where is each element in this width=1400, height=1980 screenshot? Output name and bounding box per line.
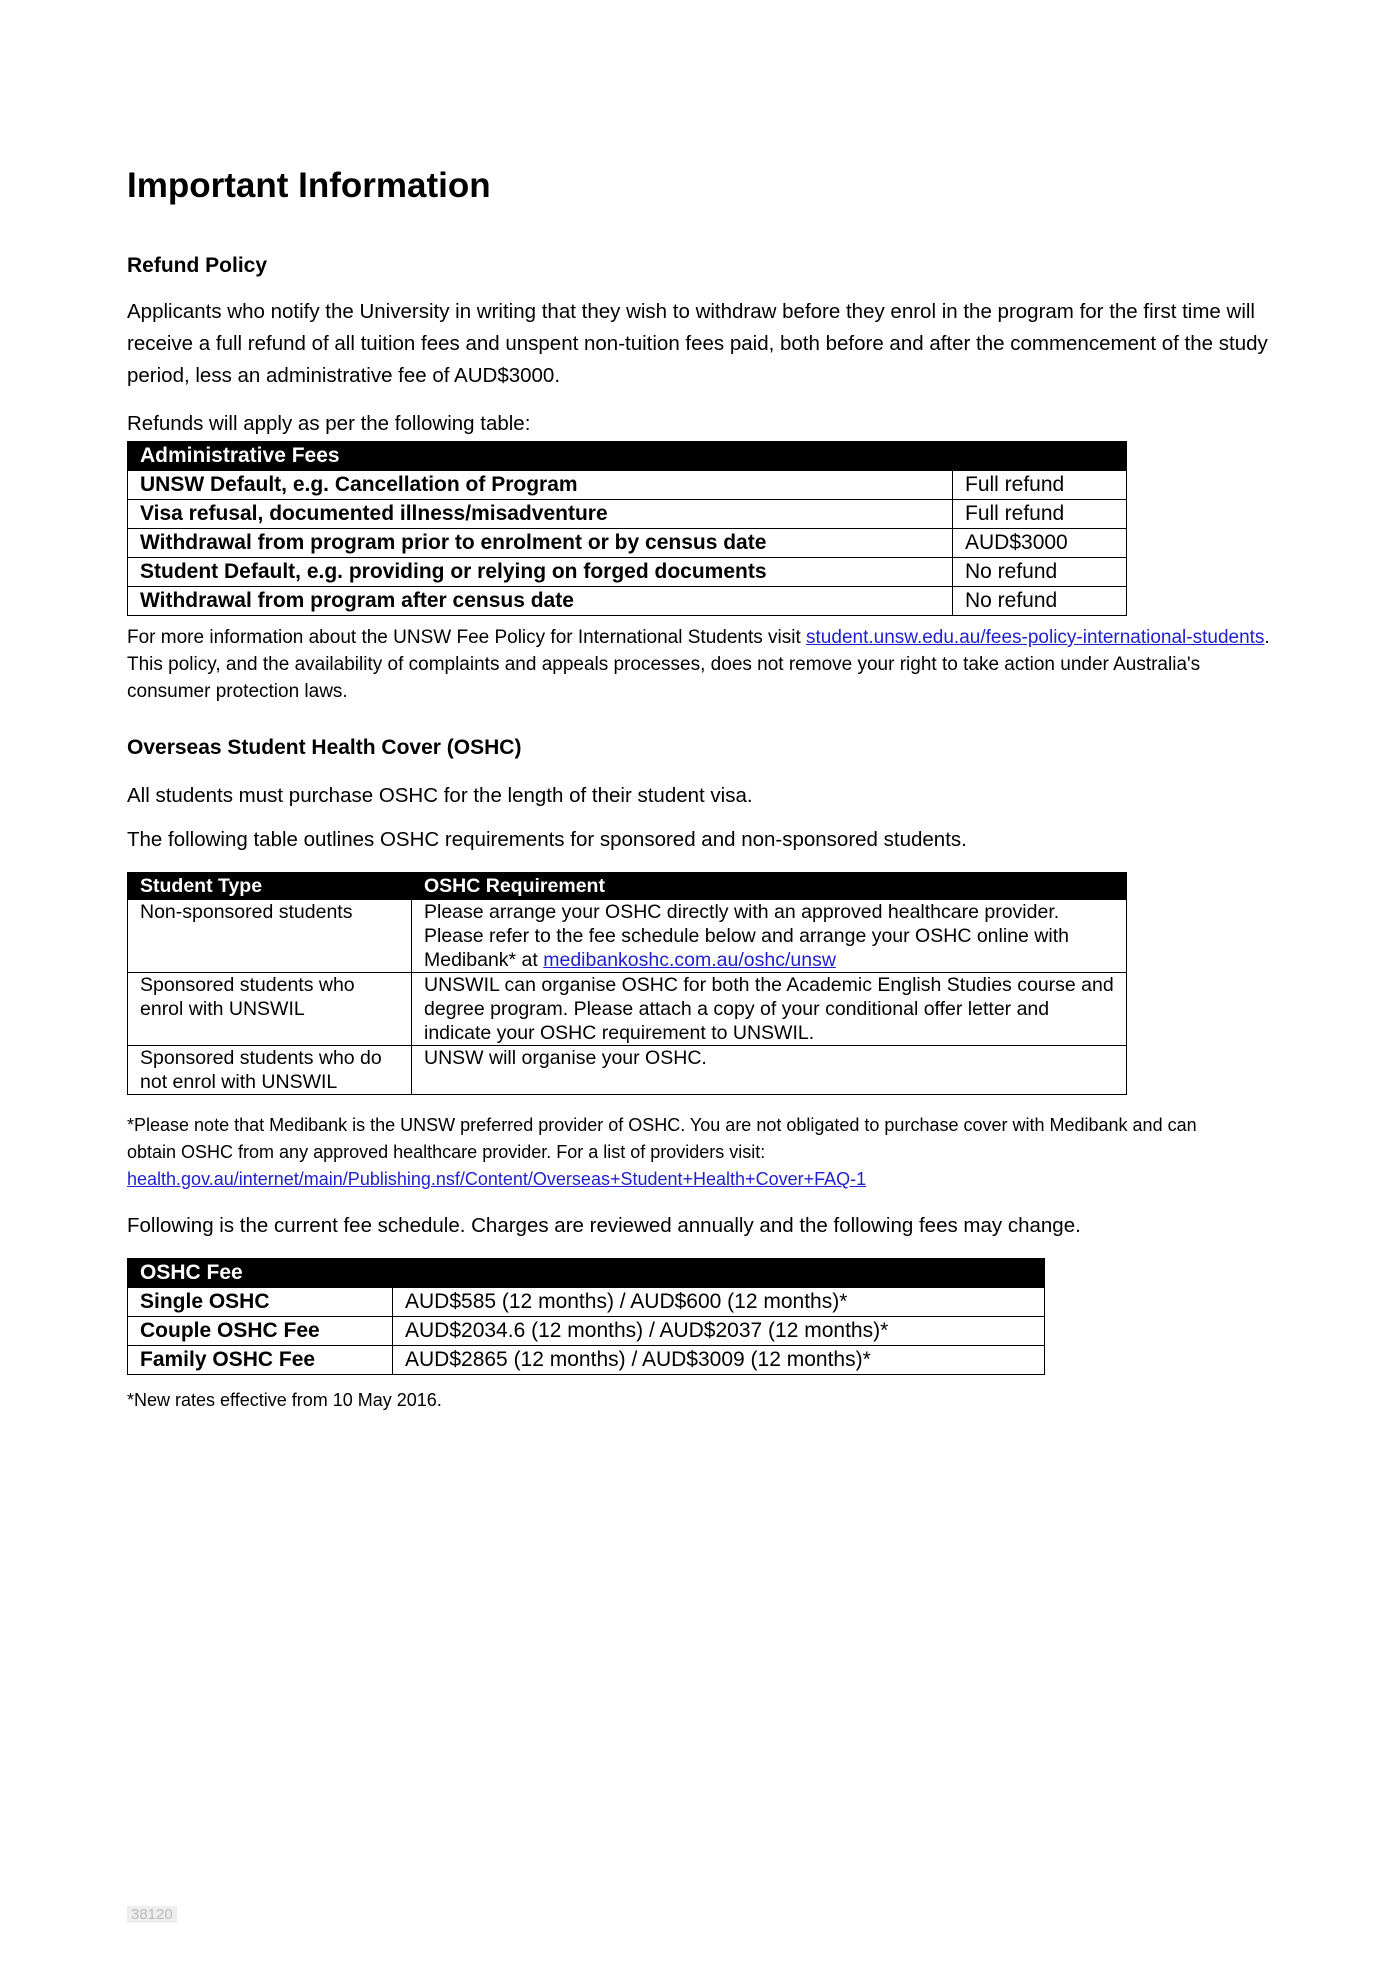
fee-policy-text-pre: For more information about the UNSW Fee Policy for International Students visit xyxy=(127,627,807,648)
student-type: Sponsored students who do not enrol with UNSWIL xyxy=(128,1046,412,1095)
oshc-fee-table xyxy=(127,1258,1045,1375)
document-id: 38120 xyxy=(127,1906,177,1923)
refund-amount: No refund xyxy=(953,558,1127,587)
fee-value: AUD$585 (12 months) / AUD$600 (12 months)* xyxy=(393,1288,1045,1317)
refund-table-intro: Refunds will apply as per the following table: xyxy=(127,412,531,435)
oshc-paragraph-1: All students must purchase OSHC for the length of their student visa. xyxy=(127,784,753,807)
refund-case: Visa refusal, documented illness/misadventure xyxy=(128,500,953,529)
table-row xyxy=(128,1288,1045,1317)
oshc-requirement: UNSWIL can organise OSHC for both the Academic English Studies course and degree program. Please attach a copy of your conditional offer letter and indicate your OSHC requirement to UNSWIL. xyxy=(412,973,1127,1046)
refund-amount: AUD$3000 xyxy=(953,529,1127,558)
fee-policy-info xyxy=(127,624,1277,705)
fee-name: Family OSHC Fee xyxy=(128,1346,393,1375)
refund-paragraph: Applicants who notify the University in writing that they wish to withdraw before they enrol in the program for the first time will receive a full refund of all tuition fees and unspent non-tuition fees paid, both before and after the commencement of the study period, less an administrative fee of AUD$3000. xyxy=(127,300,1268,387)
table-row xyxy=(128,973,1127,1046)
medibank-link[interactable]: medibankoshc.com.au/oshc/unsw xyxy=(543,949,836,971)
table-row xyxy=(128,1317,1045,1346)
fee-schedule-intro: Following is the current fee schedule. Charges are reviewed annually and the following fees may change. xyxy=(127,1214,1081,1237)
refund-policy-heading: Refund Policy xyxy=(127,254,268,277)
student-type-header: Student Type xyxy=(128,873,412,900)
refund-amount: Full refund xyxy=(953,471,1127,500)
oshc-requirements-table xyxy=(127,872,1127,1095)
refund-case: Student Default, e.g. providing or relying on forged documents xyxy=(128,558,953,587)
medibank-note xyxy=(127,1112,1227,1193)
table-header-row xyxy=(128,442,1127,471)
refund-case: Withdrawal from program after census date xyxy=(128,587,953,616)
refund-case: Withdrawal from program prior to enrolment or by census date xyxy=(128,529,953,558)
fee-value: AUD$2034.6 (12 months) / AUD$2037 (12 months)* xyxy=(393,1317,1045,1346)
oshc-paragraph-2: The following table outlines OSHC requirements for sponsored and non-sponsored students. xyxy=(127,828,967,851)
administrative-fees-header: Administrative Fees xyxy=(128,442,1127,471)
oshc-fee-header: OSHC Fee xyxy=(128,1259,1045,1288)
oshc-requirement: UNSW will organise your OSHC. xyxy=(412,1046,1127,1095)
fee-policy-link[interactable]: student.unsw.edu.au/fees-policy-international-students xyxy=(806,627,1265,648)
medibank-note-text: *Please note that Medibank is the UNSW preferred provider of OSHC. You are not obligated to purchase cover with Medibank and can obtain OSHC from any approved healthcare provider. For a list of providers visit: xyxy=(127,1115,1197,1162)
page-title: Important Information xyxy=(127,166,491,205)
table-row xyxy=(128,1046,1127,1095)
fee-name: Couple OSHC Fee xyxy=(128,1317,393,1346)
table-row xyxy=(128,558,1127,587)
administrative-fees-table xyxy=(127,441,1127,616)
requirement-text: Please arrange your OSHC directly with an approved healthcare provider. Please refer to the fee schedule below and arrange your OSHC online with Medibank* at xyxy=(424,901,1069,971)
table-row xyxy=(128,900,1127,973)
table-header-row xyxy=(128,873,1127,900)
refund-case: UNSW Default, e.g. Cancellation of Program xyxy=(128,471,953,500)
fee-value: AUD$2865 (12 months) / AUD$3009 (12 months)* xyxy=(393,1346,1045,1375)
oshc-requirement-header: OSHC Requirement xyxy=(412,873,1127,900)
refund-amount: Full refund xyxy=(953,500,1127,529)
oshc-requirement xyxy=(412,900,1127,973)
student-type: Non-sponsored students xyxy=(128,900,412,973)
health-gov-link[interactable]: health.gov.au/internet/main/Publishing.nsf/Content/Overseas+Student+Health+Cover+FAQ-1 xyxy=(127,1169,867,1189)
table-header-row xyxy=(128,1259,1045,1288)
student-type: Sponsored students who enrol with UNSWIL xyxy=(128,973,412,1046)
table-row xyxy=(128,1346,1045,1375)
refund-amount: No refund xyxy=(953,587,1127,616)
fee-policy-text-post: . This policy, and the availability of complaints and appeals processes, does not remove your right to take action under Australia's consumer protection laws. xyxy=(127,627,1270,702)
oshc-heading: Overseas Student Health Cover (OSHC) xyxy=(127,736,522,759)
fee-name: Single OSHC xyxy=(128,1288,393,1317)
table-row xyxy=(128,500,1127,529)
table-row xyxy=(128,587,1127,616)
fee-footnote: *New rates effective from 10 May 2016. xyxy=(127,1390,442,1410)
table-row xyxy=(128,529,1127,558)
table-row xyxy=(128,471,1127,500)
